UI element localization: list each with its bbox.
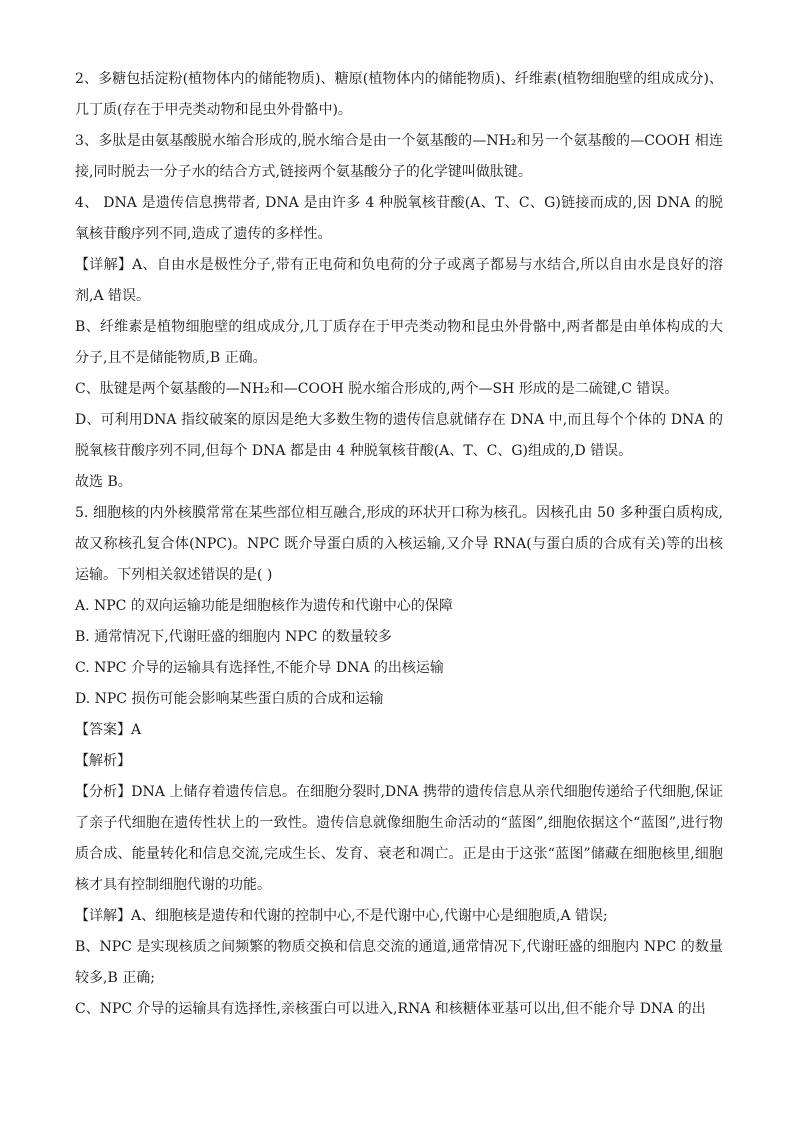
question-5-stem: 5. 细胞核的内外核膜常常在某些部位相互融合,形成的环状开口称为核孔。因核孔由 50 多种蛋白质构成,故又称核孔复合体(NPC)。NPC 既介导蛋白质的入核运输,又介导 RNA(与蛋白质的合成有关)等的出核运输。下列相关叙述错误的是( ): [75, 505, 723, 583]
question-5-option-d: D. NPC 损伤可能会影响某些蛋白质的合成和运输: [75, 691, 384, 707]
detail-b-paragraph: B、NPC 是实现核质之间频繁的物质交换和信息交流的通道,通常情况下,代谢旺盛的细胞内 NPC 的数量较多,B 正确;: [75, 939, 723, 986]
question-5-option-b: B. 通常情况下,代谢旺盛的细胞内 NPC 的数量较多: [75, 629, 392, 645]
paragraph-point-2: 2、多糖包括淀粉(植物体内的储能物质)、糖原(植物体内的储能物质)、纤维素(植物细胞壁的组成成分)、几丁质(存在于甲壳类动物和昆虫外骨骼中)。: [75, 71, 723, 118]
analysis-label: 【解析】: [75, 753, 131, 769]
paragraph-choice: 故选 B。: [75, 474, 132, 490]
paragraph-point-3: 3、多肽是由氨基酸脱水缩合形成的,脱水缩合是由一个氨基酸的—NH₂和另一个氨基酸的—COOH 相连接,同时脱去一分子水的结合方式,链接两个氨基酸分子的化学键叫做肽键。: [75, 133, 723, 180]
analysis-paragraph: 【分析】DNA 上储存着遗传信息。在细胞分裂时,DNA 携带的遗传信息从亲代细胞传递给子代细胞,保证了亲子代细胞在遗传性状上的一致性。遗传信息就像细胞生命活动的“蓝图”,细胞依据这个“蓝图”,进行物质合成、能量转化和信息交流,完成生长、发育、衰老和凋亡。正是由于这张“蓝图”储藏在细胞核里,细胞核才具有控制细胞代谢的功能。: [75, 784, 723, 893]
document-body: [75, 64, 723, 1025]
paragraph-point-4: 4、 DNA 是遗传信息携带者, DNA 是由许多 4 种脱氧核苷酸(A、T、C、G)链接而成的,因 DNA 的脱氧核苷酸序列不同,造成了遗传的多样性。: [75, 195, 723, 242]
question-5-option-a: A. NPC 的双向运输功能是细胞核作为遗传和代谢中心的保障: [75, 598, 453, 614]
paragraph-detail-d: D、可利用DNA 指纹破案的原因是绝大多数生物的遗传信息就储存在 DNA 中,而且每个个体的 DNA 的脱氧核苷酸序列不同,但每个 DNA 都是由 4 种脱氧核苷酸(A、T、C、G)组成的,D 错误。: [75, 412, 723, 459]
detail-c-paragraph: C、NPC 介导的运输具有选择性,亲核蛋白可以进入,RNA 和核糖体亚基可以出,但不能介导 DNA 的出: [75, 1001, 706, 1017]
question-5-option-c: C. NPC 介导的运输具有选择性,不能介导 DNA 的出核运输: [75, 660, 444, 676]
answer-label: 【答案】A: [75, 722, 142, 738]
paragraph-detail-a: 【详解】A、自由水是极性分子,带有正电荷和负电荷的分子或离子都易与水结合,所以自由水是良好的溶剂,A 错误。: [75, 257, 723, 304]
detail-a-paragraph: 【详解】A、细胞核是遗传和代谢的控制中心,不是代谢中心,代谢中心是细胞质,A 错误;: [75, 908, 608, 924]
paragraph-detail-c: C、肽键是两个氨基酸的—NH₂和—COOH 脱水缩合形成的,两个—SH 形成的是二硫键,C 错误。: [75, 381, 679, 397]
paragraph-detail-b: B、纤维素是植物细胞壁的组成成分,几丁质存在于甲壳类动物和昆虫外骨骼中,两者都是由单体构成的大分子,且不是储能物质,B 正确。: [75, 319, 723, 366]
